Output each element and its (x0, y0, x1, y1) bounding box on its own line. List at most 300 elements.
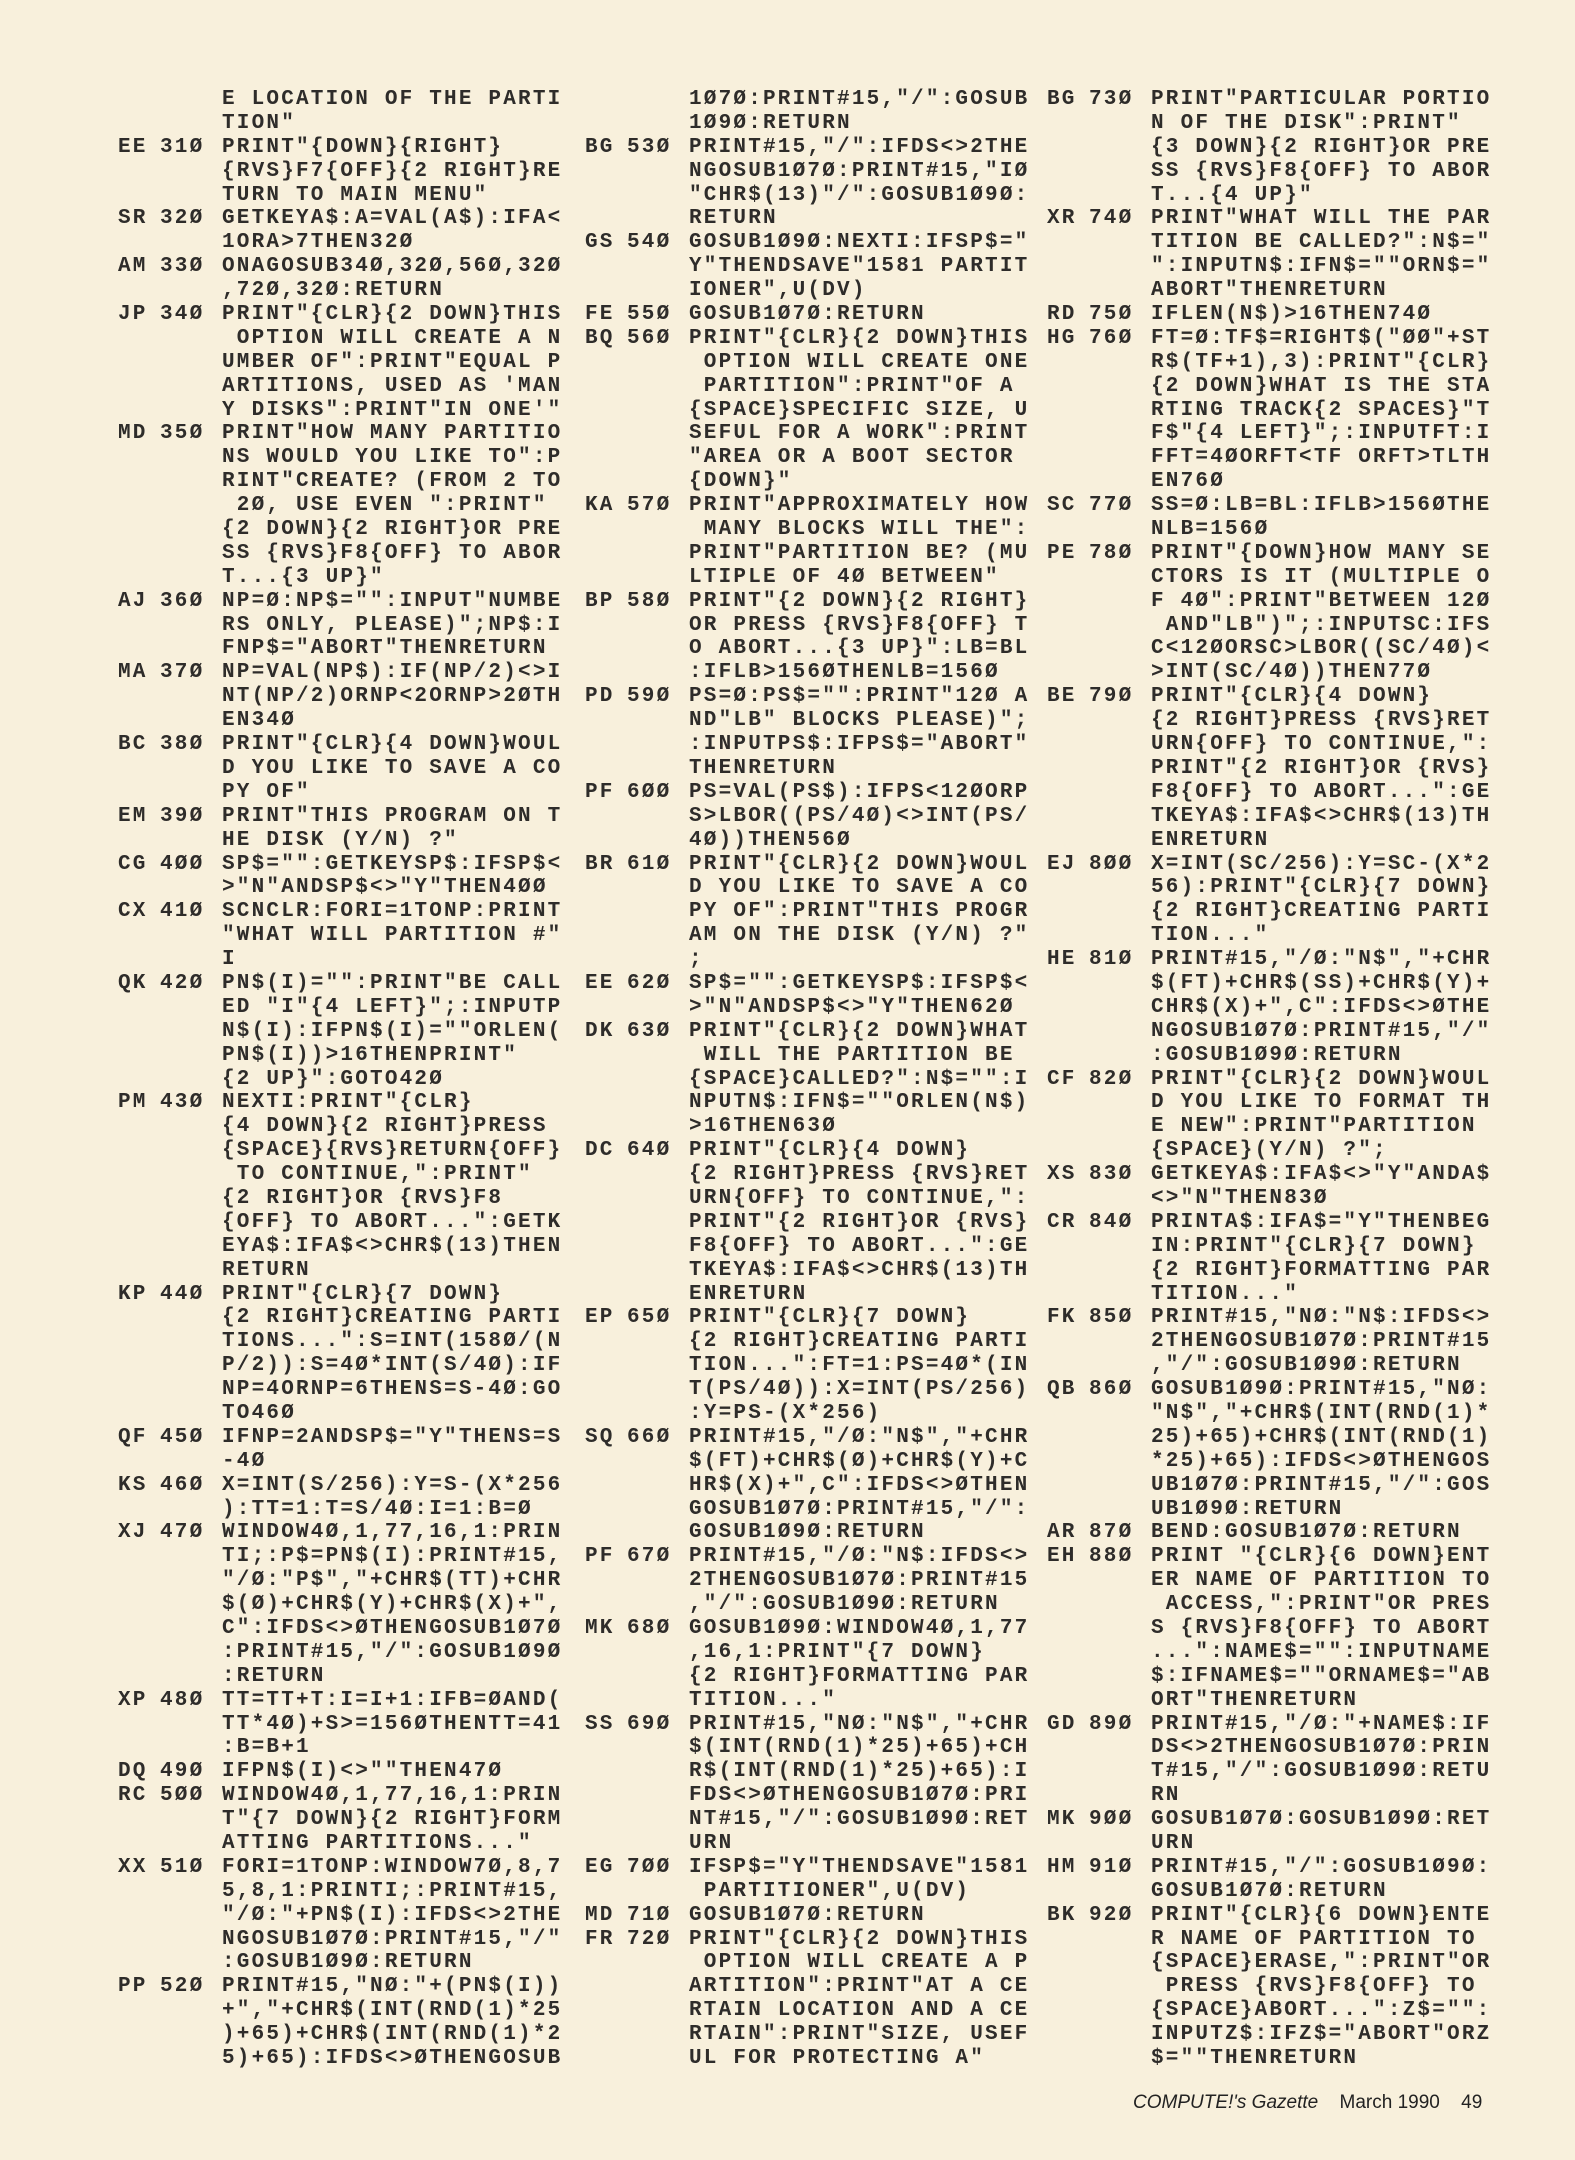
code-text: GETKEYA$:IFA$<>"Y"ANDA$ (1151, 1163, 1492, 1187)
listing-row (585, 351, 1045, 375)
listing-row (118, 948, 578, 972)
checksum: EM (118, 804, 148, 828)
listing-row (585, 1283, 1045, 1307)
code-text: ...":NAME$="":INPUTNAME (1151, 1640, 1492, 1664)
checksum: MD (585, 1903, 615, 1927)
code-text: TO CONTINUE,":PRINT" (222, 1163, 533, 1187)
code-text: PRINT"{CLR}{6 DOWN}ENTE (1151, 1903, 1492, 1927)
code-text: GOSUB1Ø7Ø:RETURN (689, 1903, 926, 1927)
line-number: 31Ø (160, 135, 205, 159)
listing-row (585, 590, 1045, 614)
listing-row (118, 1259, 578, 1283)
listing-row (118, 1330, 578, 1354)
program-line (1047, 88, 1507, 207)
listing-row (118, 1068, 578, 1092)
listing-row (585, 1235, 1045, 1259)
code-text: OPTION WILL CREATE ONE (689, 350, 1030, 374)
listing-row (1047, 1474, 1507, 1498)
listing-row (118, 1569, 578, 1593)
code-text: RS ONLY, PLEASE)";NP$:I (222, 613, 563, 637)
listing-row (585, 948, 1045, 972)
listing-row (118, 1904, 578, 1928)
program-line (585, 853, 1045, 972)
code-text: 5,8,1:PRINTI;:PRINT#15, (222, 1879, 563, 1903)
code-text: T(PS/4Ø)):X=INT(PS/256) (689, 1378, 1030, 1402)
listing-row (1047, 1115, 1507, 1139)
code-text: FNP$="ABORT"THENRETURN (222, 637, 548, 661)
line-number: 81Ø (1089, 948, 1134, 972)
listing-row (118, 184, 578, 208)
checksum: XR (1047, 207, 1077, 231)
program-line (118, 805, 578, 853)
listing-row (118, 1975, 578, 1999)
listing-row (118, 1665, 578, 1689)
listing-row (585, 1163, 1045, 1187)
line-number: 79Ø (1089, 685, 1134, 709)
program-line (118, 733, 578, 805)
code-text: PRINT"WHAT WILL THE PAR (1151, 207, 1492, 231)
code-text: R$(TF+1),3):PRINT"{CLR} (1151, 350, 1492, 374)
code-text: RETURN (222, 1258, 311, 1282)
code-text: IFNP=2ANDSP$="Y"THENS=S (222, 1425, 563, 1449)
listing-row (585, 1617, 1045, 1641)
line-number: 63Ø (627, 1019, 672, 1043)
code-text: TITION..." (1151, 1282, 1300, 1306)
listing-row (1047, 972, 1507, 996)
program-line (118, 853, 578, 901)
listing-row (585, 661, 1045, 685)
line-number: 49Ø (160, 1760, 205, 1784)
listing-row (118, 112, 578, 136)
listing-row (585, 255, 1045, 279)
code-text: >"N"ANDSP$<>"Y"THEN4ØØ (222, 876, 548, 900)
listing-row (118, 1378, 578, 1402)
listing-row (1047, 1593, 1507, 1617)
listing-row (118, 1808, 578, 1832)
listing-row (585, 422, 1045, 446)
code-text: PY OF":PRINT"THIS PROGR (689, 900, 1030, 924)
listing-row (118, 1115, 578, 1139)
code-text: DS<>2THENGOSUB1Ø7Ø:PRIN (1151, 1736, 1492, 1760)
code-text: "/Ø:"P$","+CHR$(TT)+CHR (222, 1569, 563, 1593)
listing-row (585, 1760, 1045, 1784)
line-number: 58Ø (627, 589, 672, 613)
code-text: NPUTN$:IFN$=""ORLEN(N$) (689, 1091, 1030, 1115)
checksum: BQ (585, 326, 615, 350)
code-text: GOSUB1Ø9Ø:NEXTI:IFSP$=" (689, 231, 1030, 255)
code-text: IONER",U(DV) (689, 279, 867, 303)
code-text: ):TT=1:T=S/4Ø:I=1:B=Ø (222, 1497, 533, 1521)
code-text: PRINT#15,"NØ:"N$:IFDS<> (1151, 1306, 1492, 1330)
program-line (1047, 1306, 1507, 1378)
program-line (1047, 1068, 1507, 1164)
code-text: {SPACE}ABORT...":Z$="": (1151, 1999, 1492, 2023)
listing-row (585, 996, 1045, 1020)
listing-row (118, 494, 578, 518)
listing-row (1047, 876, 1507, 900)
code-text: NGOSUB1Ø7Ø:PRINT#15,"/" (1151, 1019, 1492, 1043)
code-text: EYA$:IFA$<>CHR$(13)THEN (222, 1234, 563, 1258)
listing-row (1047, 1784, 1507, 1808)
code-text: $=""THENRETURN (1151, 2047, 1359, 2071)
line-number: 61Ø (627, 852, 672, 876)
listing-row (1047, 1689, 1507, 1713)
checksum: XS (1047, 1163, 1077, 1187)
listing-row (585, 1545, 1045, 1569)
code-text: FFT=4ØORFT<TF ORFT>TLTH (1151, 446, 1492, 470)
checksum: XJ (118, 1521, 148, 1545)
listing-row (1047, 1020, 1507, 1044)
code-text: "/Ø:"+PN$(I):IFDS<>2THE (222, 1903, 563, 1927)
code-text: SS {RVS}F8{OFF} TO ABOR (1151, 159, 1492, 183)
line-number: 39Ø (160, 804, 205, 828)
listing-row (118, 1784, 578, 1808)
checksum: EG (585, 1855, 615, 1879)
listing-row (1047, 327, 1507, 351)
listing-row (1047, 685, 1507, 709)
listing-row (585, 1354, 1045, 1378)
program-line (585, 1713, 1045, 1856)
code-text: {2 UP}":GOTO42Ø (222, 1067, 445, 1091)
code-text: D YOU LIKE TO SAVE A CO (689, 876, 1030, 900)
code-text: PARTITIONER",U(DV) (689, 1879, 971, 1903)
code-text: S>LBOR((PS/4Ø)<>INT(PS/ (689, 804, 1030, 828)
code-text: X=INT(S/256):Y=S-(X*256 (222, 1473, 563, 1497)
line-number: 34Ø (160, 303, 205, 327)
code-text: TKEYA$:IFA$<>CHR$(13)TH (1151, 804, 1492, 828)
code-text: PS=Ø:PS$="":PRINT"12Ø A (689, 685, 1030, 709)
code-text: F 4Ø":PRINT"BETWEEN 12Ø (1151, 589, 1492, 613)
code-text: TKEYA$:IFA$<>CHR$(13)TH (689, 1258, 1030, 1282)
code-text: GOSUB1Ø9Ø:RETURN (689, 1521, 926, 1545)
program-line (585, 231, 1045, 303)
listing-row (1047, 255, 1507, 279)
code-text: ATTING PARTITIONS..." (222, 1832, 533, 1856)
listing-row (585, 709, 1045, 733)
code-text: $(Ø)+CHR$(Y)+CHR$(X)+", (222, 1593, 563, 1617)
checksum: DQ (118, 1760, 148, 1784)
listing-row (118, 1354, 578, 1378)
line-number: 42Ø (160, 971, 205, 995)
listing-row (585, 1784, 1045, 1808)
checksum: AJ (118, 589, 148, 613)
code-text: {2 RIGHT}FORMATTING PAR (689, 1664, 1030, 1688)
code-text: PRINT"{CLR}{2 DOWN}THIS (689, 1927, 1030, 1951)
listing-row (1047, 1068, 1507, 1092)
program-line (585, 972, 1045, 1020)
listing-row (1047, 661, 1507, 685)
code-text: T...{4 UP}" (1151, 183, 1314, 207)
listing-row (118, 518, 578, 542)
listing-row (118, 1641, 578, 1665)
code-text: CHR$(X)+",C":IFDS<>ØTHE (1151, 995, 1492, 1019)
listing-row (118, 996, 578, 1020)
code-text: :Y=PS-(X*256) (689, 1401, 882, 1425)
listing-row (118, 1306, 578, 1330)
checksum: MD (118, 422, 148, 446)
code-text: UB1Ø7Ø:PRINT#15,"/":GOS (1151, 1473, 1492, 1497)
code-text: URN (1151, 1832, 1196, 1856)
code-text: ORT"THENRETURN (1151, 1688, 1359, 1712)
listing-row (585, 614, 1045, 638)
checksum: PE (1047, 541, 1077, 565)
checksum: BE (1047, 685, 1077, 709)
listing-row (118, 351, 578, 375)
listing-row (118, 972, 578, 996)
line-number: 53Ø (627, 135, 672, 159)
listing-row (1047, 542, 1507, 566)
code-text: OPTION WILL CREATE A N (222, 326, 563, 350)
listing-row (1047, 1880, 1507, 1904)
checksum: FR (585, 1927, 615, 1951)
line-number: 59Ø (627, 685, 672, 709)
code-text: SCNCLR:FORI=1TONP:PRINT (222, 900, 563, 924)
checksum: AM (118, 255, 148, 279)
line-number: 88Ø (1089, 1545, 1134, 1569)
checksum: XP (118, 1688, 148, 1712)
code-text: HR$(X)+",C":IFDS<>ØTHEN (689, 1473, 1030, 1497)
checksum: RC (118, 1784, 148, 1808)
code-text: F8{OFF} TO ABORT...":GE (689, 1234, 1030, 1258)
code-text: PARTITION":PRINT"OF A (689, 374, 1015, 398)
code-text: SEFUL FOR A WORK":PRINT (689, 422, 1030, 446)
listing-row (1047, 1378, 1507, 1402)
code-text: -4Ø (222, 1449, 267, 1473)
checksum: BC (118, 733, 148, 757)
listing-row (118, 1689, 578, 1713)
code-text: {2 RIGHT}PRESS {RVS}RET (1151, 709, 1492, 733)
code-text: TION..." (1151, 924, 1270, 948)
listing-row (1047, 2023, 1507, 2047)
listing-row (585, 88, 1045, 112)
listing-row (118, 1474, 578, 1498)
code-text: {RVS}F7{OFF}{2 RIGHT}RE (222, 159, 563, 183)
program-line (585, 327, 1045, 494)
listing-row (1047, 1951, 1507, 1975)
listing-row (585, 2047, 1045, 2071)
code-text: O ABORT...{3 UP}":LB=BL (689, 637, 1030, 661)
program-line (585, 1139, 1045, 1306)
listing-row (1047, 112, 1507, 136)
code-text: ARTITIONS, USED AS 'MAN (222, 374, 563, 398)
listing-row (1047, 399, 1507, 423)
checksum: HE (1047, 948, 1077, 972)
listing-row (118, 1187, 578, 1211)
checksum: KP (118, 1282, 148, 1306)
code-text: ; (689, 948, 704, 972)
code-text: PRINT"{2 DOWN}{2 RIGHT} (689, 589, 1030, 613)
code-text: {2 DOWN}{2 RIGHT}OR PRE (222, 518, 563, 542)
code-text: F8{OFF} TO ABORT...":GE (1151, 780, 1492, 804)
listing-row (1047, 207, 1507, 231)
code-text: PRINT#15,"/":IFDS<>2THE (689, 135, 1030, 159)
code-text: S {RVS}F8{OFF} TO ABORT (1151, 1617, 1492, 1640)
code-text: N OF THE DISK":PRINT" (1151, 111, 1462, 135)
listing-row (585, 781, 1045, 805)
code-text: EN34Ø (222, 709, 297, 733)
code-text: RTING TRACK{2 SPACES}"T (1151, 398, 1492, 422)
listing-row (118, 900, 578, 924)
listing-row (118, 924, 578, 948)
program-line (118, 1474, 578, 1522)
listing-row (585, 1068, 1045, 1092)
line-number: 5ØØ (160, 1784, 205, 1808)
code-text: "AREA OR A BOOT SECTOR (689, 446, 1015, 470)
code-text: IFPN$(I)<>""THEN47Ø (222, 1760, 504, 1784)
listing-row (1047, 637, 1507, 661)
checksum: SC (1047, 494, 1077, 518)
listing-row (1047, 1450, 1507, 1474)
code-text: PRINT"{DOWN}HOW MANY SE (1151, 541, 1492, 565)
code-text: {2 RIGHT}CREATING PARTI (1151, 900, 1492, 924)
code-text: PRESS {RVS}F8{OFF} TO (1151, 1975, 1477, 1999)
line-number: 4ØØ (160, 852, 205, 876)
listing-row (1047, 614, 1507, 638)
listing-row (118, 614, 578, 638)
listing-row (1047, 1330, 1507, 1354)
program-line (118, 1521, 578, 1688)
listing-column-3 (1047, 88, 1507, 2071)
listing-row (585, 303, 1045, 327)
listing-row (1047, 1832, 1507, 1856)
listing-row (585, 1641, 1045, 1665)
listing-row (118, 1928, 578, 1952)
listing-row (585, 2023, 1045, 2047)
checksum: QK (118, 971, 148, 995)
listing-row (118, 2023, 578, 2047)
listing-row (118, 136, 578, 160)
program-line (1047, 542, 1507, 685)
code-text: {SPACE}ERASE,":PRINT"OR (1151, 1951, 1492, 1975)
listing-row (585, 1115, 1045, 1139)
code-text: NP=Ø:NP$="":INPUT"NUMBE (222, 589, 563, 613)
checksum: CF (1047, 1067, 1077, 1091)
listing-row (1047, 590, 1507, 614)
listing-row (118, 853, 578, 877)
checksum: SR (118, 207, 148, 231)
code-text: GOSUB1Ø7Ø:RETURN (689, 303, 926, 327)
listing-row (118, 1713, 578, 1737)
code-text: PRINT"{CLR}{4 DOWN}WOUL (222, 733, 563, 757)
line-number: 86Ø (1089, 1378, 1134, 1402)
code-text: PRINT"{CLR}{4 DOWN} (689, 1139, 971, 1163)
listing-row (1047, 1760, 1507, 1784)
listing-row (118, 327, 578, 351)
program-line (585, 1306, 1045, 1425)
program-line (1047, 207, 1507, 303)
listing-row (585, 1736, 1045, 1760)
program-line (118, 900, 578, 972)
line-number: 92Ø (1089, 1903, 1134, 1927)
code-text: {3 DOWN}{2 RIGHT}OR PRE (1151, 135, 1492, 159)
listing-row (1047, 853, 1507, 877)
line-number: 32Ø (160, 207, 205, 231)
listing-row (585, 399, 1045, 423)
listing-row (118, 1999, 578, 2023)
code-text: "WHAT WILL PARTITION #" (222, 924, 563, 948)
checksum: FK (1047, 1306, 1077, 1330)
code-text: D YOU LIKE TO SAVE A CO (222, 756, 563, 780)
listing-row (1047, 351, 1507, 375)
listing-row (585, 853, 1045, 877)
code-text: {2 RIGHT}CREATING PARTI (222, 1306, 563, 1330)
checksum: CR (1047, 1210, 1077, 1234)
listing-row (118, 637, 578, 661)
code-text: :B=B+1 (222, 1736, 311, 1760)
checksum: RD (1047, 303, 1077, 327)
listing-row (1047, 1044, 1507, 1068)
program-line (585, 88, 1045, 136)
listing-row (118, 805, 578, 829)
code-text: X=INT(SC/256):Y=SC-(X*2 (1151, 852, 1492, 876)
code-text: RINT"CREATE? (FROM 2 TO (222, 470, 563, 494)
line-number: 57Ø (627, 494, 672, 518)
code-text: OR PRESS {RVS}F8{OFF} T (689, 613, 1030, 637)
listing-row (1047, 279, 1507, 303)
code-text: THENRETURN (689, 756, 838, 780)
listing-row (1047, 494, 1507, 518)
listing-row (1047, 1808, 1507, 1832)
program-line (118, 255, 578, 303)
code-text: :GOSUB1Ø9Ø:RETURN (222, 1951, 474, 1975)
listing-row (118, 1521, 578, 1545)
code-text: MANY BLOCKS WILL THE": (689, 518, 1030, 542)
line-number: 55Ø (627, 303, 672, 327)
listing-row (1047, 1665, 1507, 1689)
code-text: PRINT"APPROXIMATELY HOW (689, 494, 1030, 518)
code-text: PY OF" (222, 780, 311, 804)
code-text: {SPACE}CALLED?":N$="":I (689, 1067, 1030, 1091)
checksum: EE (118, 135, 148, 159)
code-text: Y"THENDSAVE"1581 PARTIT (689, 255, 1030, 279)
listing-row (1047, 805, 1507, 829)
code-text: {2 RIGHT}PRESS {RVS}RET (689, 1163, 1030, 1187)
listing-column-1 (118, 88, 578, 2071)
program-line (118, 207, 578, 255)
program-line (1047, 1713, 1507, 1809)
line-number: 43Ø (160, 1091, 205, 1115)
code-text: :IFLB>156ØTHENLB=156Ø (689, 661, 1000, 685)
code-text: C":IFDS<>ØTHENGOSUB1Ø7Ø (222, 1617, 563, 1640)
code-text: GOSUB1Ø9Ø:PRINT#15,"NØ: (1151, 1378, 1492, 1402)
code-text: <>"N"THEN83Ø (1151, 1186, 1329, 1210)
code-text: UL FOR PROTECTING A" (689, 2047, 986, 2071)
program-line (585, 136, 1045, 232)
checksum: EE (585, 971, 615, 995)
listing-row (585, 876, 1045, 900)
listing-row (1047, 733, 1507, 757)
line-number: 56Ø (627, 326, 672, 350)
code-text: PRINT"{2 RIGHT}OR {RVS} (689, 1210, 1030, 1234)
checksum: EP (585, 1306, 615, 1330)
listing-row (585, 1999, 1045, 2023)
listing-row (1047, 1617, 1507, 1641)
checksum: DK (585, 1019, 615, 1043)
code-text: PRINT "{CLR}{6 DOWN}ENT (1151, 1545, 1492, 1569)
line-number: 52Ø (160, 1975, 205, 1999)
listing-row (1047, 1163, 1507, 1187)
checksum: BK (1047, 1903, 1077, 1927)
listing-row (1047, 781, 1507, 805)
listing-row (1047, 2047, 1507, 2071)
listing-row (585, 207, 1045, 231)
line-number: 75Ø (1089, 303, 1134, 327)
listing-row (585, 327, 1045, 351)
code-text: 1Ø9Ø:RETURN (689, 111, 852, 135)
line-number: 85Ø (1089, 1306, 1134, 1330)
line-number: 7ØØ (627, 1855, 672, 1879)
listing-row (585, 1306, 1045, 1330)
